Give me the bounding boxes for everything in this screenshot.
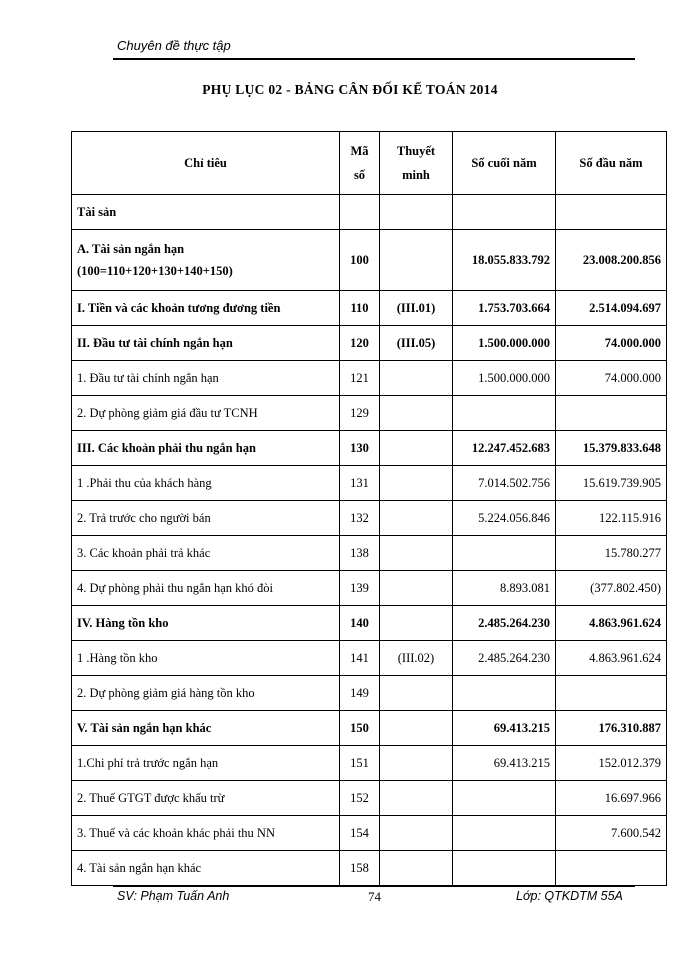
- row-start-value: [556, 676, 667, 711]
- running-header: Chuyên đề thực tập: [117, 38, 231, 53]
- balance-sheet-table: [71, 131, 667, 886]
- table-row: [72, 536, 667, 571]
- row-start-value: 2.514.094.697: [556, 291, 667, 326]
- row-start-value: 74.000.000: [556, 326, 667, 361]
- row-start-value: 16.697.966: [556, 781, 667, 816]
- row-end-value: 18.055.833.792: [453, 230, 556, 291]
- row-note: [380, 361, 453, 396]
- row-code: 152: [340, 781, 380, 816]
- table-row: [72, 396, 667, 431]
- row-code: 110: [340, 291, 380, 326]
- row-end-value: 2.485.264.230: [453, 606, 556, 641]
- row-note: [380, 851, 453, 886]
- row-code: 121: [340, 361, 380, 396]
- row-note: [380, 746, 453, 781]
- header-rule: [113, 58, 635, 60]
- row-name: 4. Tài sản ngắn hạn khác: [72, 851, 340, 886]
- row-start-value: 4.863.961.624: [556, 641, 667, 676]
- footer-rule: [113, 885, 635, 887]
- row-end-value: [453, 781, 556, 816]
- page-number: 74: [368, 889, 381, 904]
- row-note: (III.01): [380, 291, 453, 326]
- row-note: (III.05): [380, 326, 453, 361]
- row-end-value: 12.247.452.683: [453, 431, 556, 466]
- row-end-value: 1.753.703.664: [453, 291, 556, 326]
- footer-class: Lớp: QTKDTM 55A: [516, 889, 623, 903]
- row-name: 2. Trả trước cho người bán: [72, 501, 340, 536]
- row-name: 3. Thuế và các khoản khác phải thu NN: [72, 816, 340, 851]
- col-header-ma-so-line2: số: [353, 168, 366, 182]
- table-header-row: [72, 132, 667, 195]
- row-start-value: 152.012.379: [556, 746, 667, 781]
- row-name: Tài sản: [72, 195, 340, 230]
- row-code: 149: [340, 676, 380, 711]
- row-code: 100: [340, 230, 380, 291]
- row-note: [380, 396, 453, 431]
- row-code: 120: [340, 326, 380, 361]
- row-end-value: [453, 851, 556, 886]
- row-note: [380, 195, 453, 230]
- row-end-value: 69.413.215: [453, 711, 556, 746]
- table-row: [72, 781, 667, 816]
- table-row: [72, 230, 667, 291]
- row-start-value: 176.310.887: [556, 711, 667, 746]
- row-name: 1 .Phải thu của khách hàng: [72, 466, 340, 501]
- table-row: [72, 816, 667, 851]
- table-row: [72, 571, 667, 606]
- row-code: 140: [340, 606, 380, 641]
- row-name: I. Tiền và các khoản tương đương tiền: [72, 291, 340, 326]
- row-end-value: [453, 195, 556, 230]
- row-start-value: 122.115.916: [556, 501, 667, 536]
- row-note: [380, 606, 453, 641]
- row-end-value: 2.485.264.230: [453, 641, 556, 676]
- table-row: [72, 195, 667, 230]
- row-note: [380, 571, 453, 606]
- table-row: [72, 431, 667, 466]
- row-start-value: [556, 851, 667, 886]
- row-note: (III.02): [380, 641, 453, 676]
- row-start-value: (377.802.450): [556, 571, 667, 606]
- table-row: [72, 361, 667, 396]
- table-row: [72, 291, 667, 326]
- row-end-value: 1.500.000.000: [453, 326, 556, 361]
- page-title: PHỤ LỤC 02 - BẢNG CÂN ĐỐI KẾ TOÁN 2014: [202, 82, 498, 97]
- col-header-thuyet-minh: [380, 132, 453, 195]
- row-code: 158: [340, 851, 380, 886]
- row-end-value: 1.500.000.000: [453, 361, 556, 396]
- table-row: [72, 711, 667, 746]
- row-end-value: 5.224.056.846: [453, 501, 556, 536]
- row-name: 2. Dự phòng giảm giá đầu tư TCNH: [72, 396, 340, 431]
- row-end-value: [453, 536, 556, 571]
- row-name: V. Tài sản ngắn hạn khác: [72, 711, 340, 746]
- table-row: [72, 641, 667, 676]
- row-name: 1. Đầu tư tài chính ngắn hạn: [72, 361, 340, 396]
- row-code: 154: [340, 816, 380, 851]
- row-name: IV. Hàng tồn kho: [72, 606, 340, 641]
- row-end-value: [453, 396, 556, 431]
- row-name: III. Các khoản phải thu ngắn hạn: [72, 431, 340, 466]
- col-header-ma-so: [340, 132, 380, 195]
- row-end-value: 69.413.215: [453, 746, 556, 781]
- row-code: [340, 195, 380, 230]
- row-note: [380, 431, 453, 466]
- row-start-value: 15.619.739.905: [556, 466, 667, 501]
- row-end-value: [453, 816, 556, 851]
- row-name: 2. Dự phòng giảm giá hàng tồn kho: [72, 676, 340, 711]
- row-note: [380, 781, 453, 816]
- row-code: 130: [340, 431, 380, 466]
- row-name: 3. Các khoản phải trả khác: [72, 536, 340, 571]
- row-code: 138: [340, 536, 380, 571]
- row-code: 139: [340, 571, 380, 606]
- row-name: 1 .Hàng tồn kho: [72, 641, 340, 676]
- footer-student: SV: Phạm Tuấn Anh: [117, 889, 230, 903]
- row-start-value: 15.780.277: [556, 536, 667, 571]
- row-start-value: 74.000.000: [556, 361, 667, 396]
- row-start-value: 7.600.542: [556, 816, 667, 851]
- row-end-value: 7.014.502.756: [453, 466, 556, 501]
- col-header-thuyet-minh-line1: Thuyết: [396, 144, 436, 158]
- table-row: [72, 326, 667, 361]
- col-header-so-dau-nam: Số đầu năm: [556, 132, 667, 195]
- row-name-line2: (100=110+120+130+140+150): [77, 264, 233, 278]
- table-row: [72, 851, 667, 886]
- row-name: 1.Chi phí trả trước ngắn hạn: [72, 746, 340, 781]
- col-header-thuyet-minh-line2: minh: [402, 168, 430, 182]
- row-end-value: 8.893.081: [453, 571, 556, 606]
- row-note: [380, 230, 453, 291]
- table-row: [72, 746, 667, 781]
- row-note: [380, 536, 453, 571]
- row-name: 4. Dự phòng phải thu ngắn hạn khó đòi: [72, 571, 340, 606]
- row-start-value: [556, 195, 667, 230]
- row-code: 131: [340, 466, 380, 501]
- row-code: 141: [340, 641, 380, 676]
- row-start-value: 15.379.833.648: [556, 431, 667, 466]
- col-header-so-cuoi-nam: Số cuối năm: [453, 132, 556, 195]
- row-note: [380, 501, 453, 536]
- row-start-value: [556, 396, 667, 431]
- row-code: 150: [340, 711, 380, 746]
- table-row: [72, 676, 667, 711]
- row-note: [380, 466, 453, 501]
- row-code: 151: [340, 746, 380, 781]
- table-row: [72, 466, 667, 501]
- row-note: [380, 711, 453, 746]
- row-note: [380, 816, 453, 851]
- row-name: 2. Thuế GTGT được khấu trừ: [72, 781, 340, 816]
- row-note: [380, 676, 453, 711]
- row-name: [72, 230, 340, 291]
- row-name-line1: A. Tài sản ngắn hạn: [77, 242, 185, 256]
- table-row: [72, 501, 667, 536]
- col-header-ma-so-line1: Mã: [350, 144, 369, 158]
- row-start-value: 4.863.961.624: [556, 606, 667, 641]
- row-name: II. Đầu tư tài chính ngắn hạn: [72, 326, 340, 361]
- row-start-value: 23.008.200.856: [556, 230, 667, 291]
- row-end-value: [453, 676, 556, 711]
- table-row: [72, 606, 667, 641]
- row-code: 129: [340, 396, 380, 431]
- row-code: 132: [340, 501, 380, 536]
- col-header-chi-tieu: Chỉ tiêu: [72, 132, 340, 195]
